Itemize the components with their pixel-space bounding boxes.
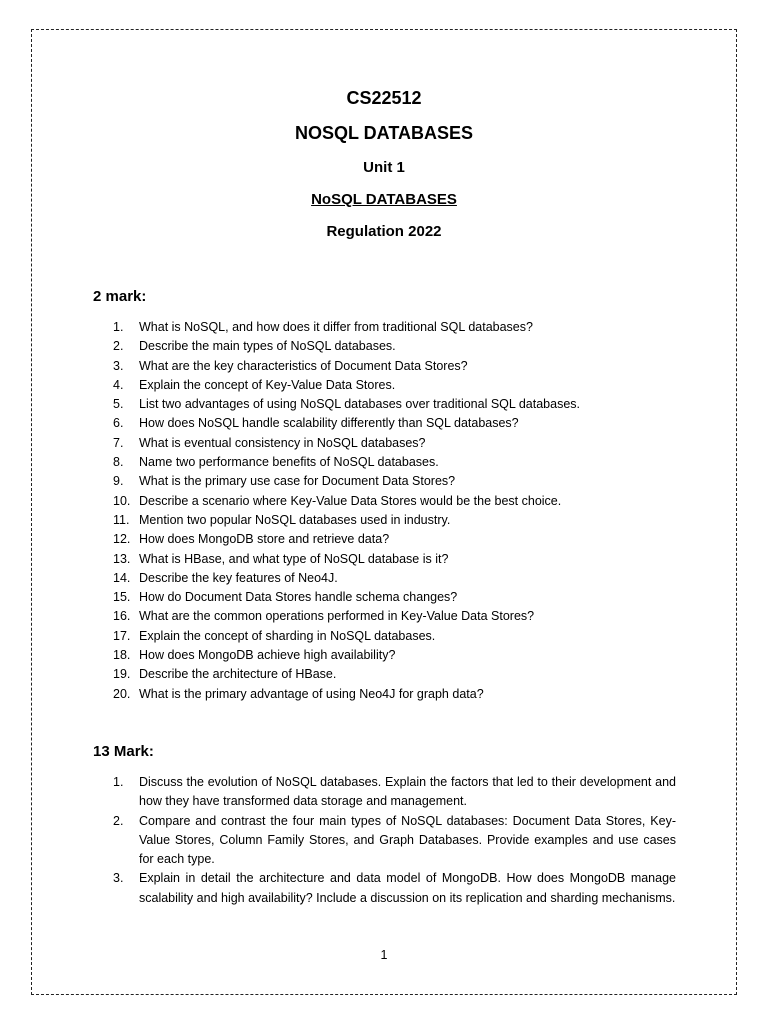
two-mark-question-list	[113, 318, 676, 704]
question-text: Describe the main types of NoSQL databases.	[139, 339, 396, 354]
list-item	[113, 812, 676, 870]
list-item	[113, 472, 676, 491]
list-item	[113, 492, 676, 511]
question-number: 1.	[113, 320, 124, 334]
question-text: How does NoSQL handle scalability differently than SQL databases?	[139, 416, 519, 431]
regulation-label: Regulation 2022	[326, 223, 442, 240]
list-item	[113, 627, 676, 646]
question-text: How does MongoDB achieve high availability?	[139, 648, 396, 663]
question-number: 15.	[113, 590, 131, 605]
list-item	[113, 318, 676, 337]
course-title: NOSQL DATABASES	[294, 123, 473, 143]
question-text: Discuss the evolution of NoSQL databases. Explain the factors that led to their development and how they have transformed data storage and management.	[139, 775, 676, 809]
question-text: How do Document Data Stores handle schema changes?	[139, 590, 458, 605]
list-item	[113, 395, 676, 414]
list-item	[113, 376, 676, 395]
question-number: 6.	[113, 416, 124, 431]
page-number: 1	[380, 948, 388, 962]
question-number: 11.	[113, 512, 130, 527]
list-item	[113, 773, 676, 812]
list-item	[113, 869, 676, 908]
list-item	[113, 569, 676, 588]
list-item	[113, 453, 676, 472]
question-text: What are the common operations performed in Key-Value Data Stores?	[139, 609, 535, 624]
question-text: Compare and contrast the four main types of NoSQL databases: Document Data Stores, Key-Value Stores, Column Family Stores, and Graph Databases. Provide examples and use cases for each type.	[139, 813, 676, 867]
question-text: Describe the key features of Neo4J.	[139, 570, 338, 585]
question-number: 18.	[113, 648, 131, 663]
question-text: List two advantages of using NoSQL databases over traditional SQL databases.	[139, 397, 581, 412]
question-number: 8.	[113, 455, 124, 470]
list-item	[113, 357, 676, 376]
question-number: 7.	[113, 435, 124, 450]
question-text: Describe the architecture of HBase.	[139, 667, 337, 682]
list-item	[113, 607, 676, 626]
question-number: 20.	[113, 686, 131, 701]
question-text: What is HBase, and what type of NoSQL database is it?	[139, 551, 449, 566]
list-item	[113, 414, 676, 433]
question-number: 17.	[113, 628, 131, 643]
question-text: Name two performance benefits of NoSQL databases.	[139, 455, 439, 470]
question-number: 1.	[113, 775, 124, 789]
unit-label: Unit 1	[363, 159, 405, 176]
question-number: 13.	[113, 551, 131, 566]
question-text: How does MongoDB store and retrieve data?	[139, 532, 390, 547]
list-item	[113, 588, 676, 607]
question-number: 2.	[113, 339, 124, 354]
question-number: 16.	[113, 609, 131, 624]
question-number: 12.	[113, 532, 131, 547]
question-number: 19.	[113, 667, 131, 682]
question-number: 14.	[113, 570, 131, 585]
question-text: Explain the concept of Key-Value Data Stores.	[139, 377, 396, 392]
question-number: 3.	[113, 871, 124, 886]
question-number: 4.	[113, 377, 124, 392]
list-item	[113, 511, 676, 530]
question-number: 10.	[113, 493, 131, 508]
course-code: CS22512	[346, 88, 422, 108]
question-text: What is the primary use case for Document Data Stores?	[139, 474, 456, 489]
question-text: What is NoSQL, and how does it differ from traditional SQL databases?	[139, 320, 533, 334]
section-2mark-title: 2 mark:	[93, 288, 147, 305]
question-number: 9.	[113, 474, 124, 489]
list-item	[113, 550, 676, 569]
question-text: What are the key characteristics of Document Data Stores?	[139, 358, 468, 373]
question-number: 5.	[113, 397, 124, 412]
question-text: Describe a scenario where Key-Value Data Stores would be the best choice.	[139, 493, 562, 508]
question-text: What is eventual consistency in NoSQL databases?	[139, 435, 426, 450]
thirteen-mark-question-list	[113, 773, 676, 908]
list-item	[113, 337, 676, 356]
question-number: 2.	[113, 813, 124, 828]
section-13mark-title: 13 Mark:	[93, 743, 154, 760]
list-item	[113, 665, 676, 684]
list-item	[113, 530, 676, 549]
question-text: What is the primary advantage of using Neo4J for graph data?	[139, 686, 484, 701]
question-number: 3.	[113, 358, 124, 373]
list-item	[113, 434, 676, 453]
question-text: Mention two popular NoSQL databases used in industry.	[139, 512, 451, 527]
list-item	[113, 646, 676, 665]
unit-title: NoSQL DATABASES	[311, 191, 457, 208]
question-text: Explain in detail the architecture and data model of MongoDB. How does MongoDB manage scalability and high availability? Include a discussion on its replication and sharding mechanisms.	[139, 871, 676, 905]
list-item	[113, 685, 676, 704]
question-text: Explain the concept of sharding in NoSQL databases.	[139, 628, 436, 643]
